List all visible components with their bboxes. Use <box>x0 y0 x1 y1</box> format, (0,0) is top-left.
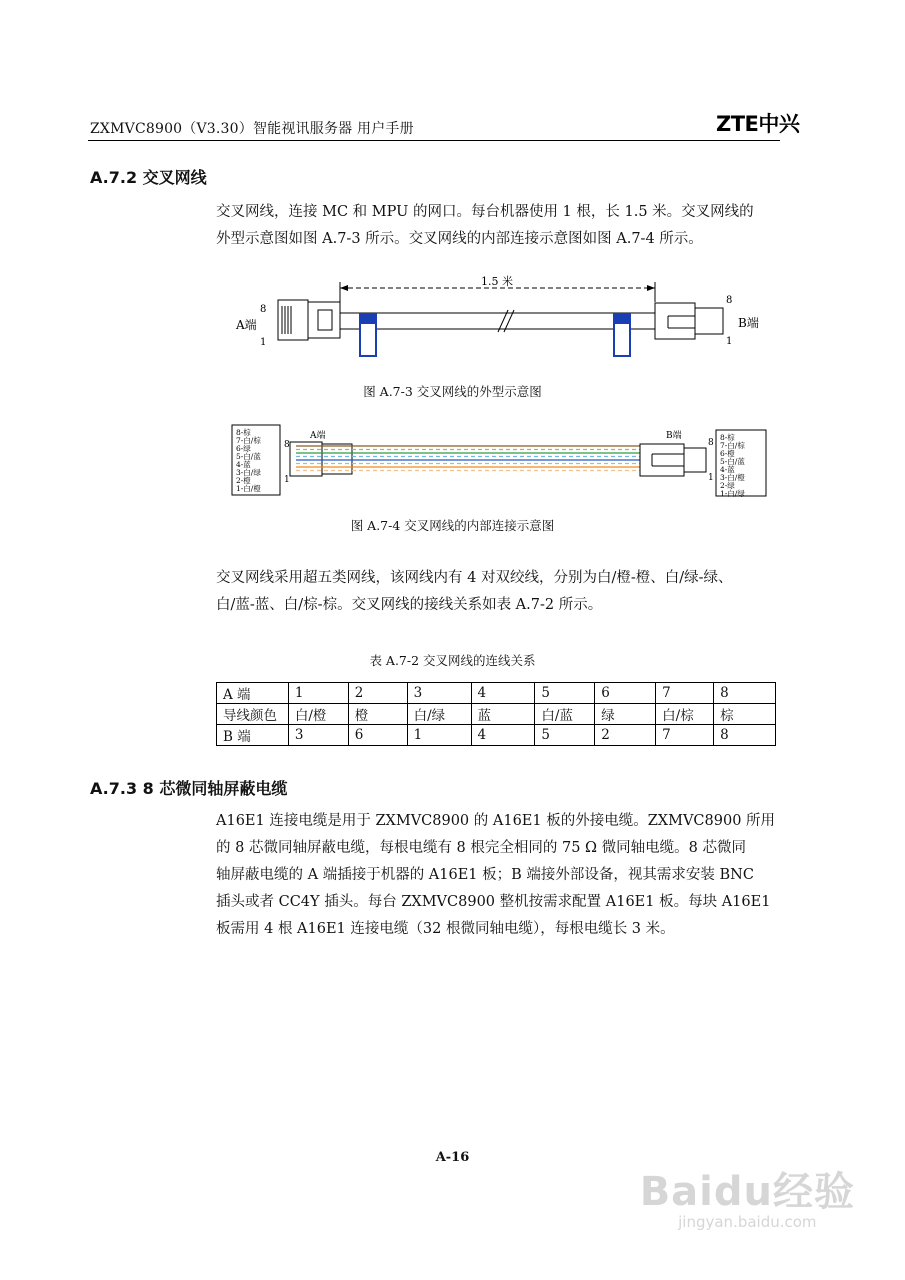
legend-b-item: 5-白/蓝 <box>720 457 745 466</box>
paragraph-wiring <box>216 565 776 619</box>
table-cell: 白/蓝 <box>535 704 595 725</box>
section-heading-a72: A.7.2 交叉网线 <box>90 168 207 187</box>
legend-a-item: 5-白/蓝 <box>236 452 261 461</box>
table-cell: 8 <box>714 683 776 704</box>
legend-a-item: 7-白/棕 <box>236 436 261 445</box>
end-a-label: A端 <box>236 318 257 332</box>
pin-label-top: 8 <box>260 304 267 315</box>
pin-label-bottom-b: 1 <box>708 473 714 483</box>
paragraph-line: 交叉网线采用超五类网线，该网线内有 4 对双绞线，分别为白/橙-橙、白/绿-绿、 <box>216 570 733 586</box>
paragraph-line: A16E1 连接电缆是用于 ZXMVC8900 的 A16E1 板的外接电缆。ZXMVC8900 所用 <box>216 813 776 829</box>
table-cell: 7 <box>656 725 714 746</box>
legend-a-item: 8-棕 <box>236 428 251 437</box>
pin-label-bottom-b: 1 <box>726 336 733 347</box>
legend-b-item: 4-蓝 <box>720 465 735 474</box>
table-cell: 导线颜色 <box>217 704 289 725</box>
table-cell: 白/橙 <box>288 704 348 725</box>
end-a-label: A端 <box>310 431 326 441</box>
legend-b-item: 3-白/橙 <box>720 473 745 482</box>
end-b-label: B端 <box>738 316 759 330</box>
legend-a-item: 1-白/橙 <box>236 484 261 493</box>
header-divider <box>88 140 780 141</box>
document-header-title: ZXMVC8900（V3.30）智能视讯服务器 用户手册 <box>90 121 414 137</box>
table-cell: B 端 <box>217 725 289 746</box>
table-cell: 5 <box>535 683 595 704</box>
table-caption: 表 A.7-2 交叉网线的连线关系 <box>369 653 536 668</box>
pin-label-top-b: 8 <box>726 295 733 306</box>
legend-b-item: 1-白/绿 <box>720 489 745 498</box>
table-row <box>217 683 776 704</box>
paragraph-line: 轴屏蔽电缆的 A 端插接于机器的 A16E1 板；B 端接外部设备，视其需求安装 BNC <box>216 867 754 883</box>
pin-label-bottom: 1 <box>260 337 267 348</box>
watermark-logo: Baidu经验 <box>639 1169 855 1215</box>
pin-label-bottom: 1 <box>284 475 290 485</box>
table-cell: 棕 <box>714 704 776 725</box>
cable-body <box>340 313 655 329</box>
table-cell: 6 <box>595 683 656 704</box>
table-cell: A 端 <box>217 683 289 704</box>
pin-label-top-b: 8 <box>708 438 714 448</box>
zte-logo: ZTE中兴 <box>716 112 800 136</box>
baidu-watermark <box>640 1160 855 1231</box>
page-number: A-16 <box>435 1150 470 1165</box>
table-cell: 3 <box>407 683 471 704</box>
table-cell: 橙 <box>348 704 407 725</box>
table-cell: 3 <box>288 725 348 746</box>
legend-b-item: 8-棕 <box>720 433 735 442</box>
table-cell: 2 <box>348 683 407 704</box>
legend-b-item: 7-白/棕 <box>720 441 745 450</box>
paragraph-line: 插头或者 CC4Y 插头。每台 ZXMVC8900 整机按需求配置 A16E1 板。每块 A16E1 <box>216 894 771 910</box>
table-cell: 4 <box>471 683 535 704</box>
figure-cable-internal <box>230 424 770 499</box>
table-cell: 8 <box>714 725 776 746</box>
arrow-right-icon <box>647 285 655 291</box>
connector-b-boot <box>655 303 695 339</box>
table-cell: 白/棕 <box>656 704 714 725</box>
figure-caption-a73: 图 A.7-3 交叉网线的外型示意图 <box>363 384 542 399</box>
connector-a-boot <box>322 444 352 474</box>
table-cell: 6 <box>348 725 407 746</box>
table-cell: 1 <box>288 683 348 704</box>
paragraph-line: 白/蓝-蓝、白/棕-棕。交叉网线的接线关系如表 A.7-2 所示。 <box>216 597 603 613</box>
arrow-left-icon <box>340 285 348 291</box>
paragraph-intro <box>216 199 776 253</box>
table-cell: 5 <box>535 725 595 746</box>
table-cell: 7 <box>656 683 714 704</box>
paragraph-coax <box>216 808 776 943</box>
figure-caption-a74: 图 A.7-4 交叉网线的内部连接示意图 <box>350 518 555 533</box>
table-cell: 白/绿 <box>407 704 471 725</box>
table-row <box>217 704 776 725</box>
connection-table <box>216 682 776 746</box>
table-cell: 绿 <box>595 704 656 725</box>
end-b-label: B端 <box>666 431 682 441</box>
table-cell: 蓝 <box>471 704 535 725</box>
legend-b-item: 6-橙 <box>720 449 735 458</box>
paragraph-line: 板需用 4 根 A16E1 连接电缆（32 根微同轴电缆），每根电缆长 3 米。 <box>216 921 675 937</box>
paragraph-line: 外型示意图如图 A.7-3 所示。交叉网线的内部连接示意图如图 A.7-4 所示。 <box>216 231 703 247</box>
legend-a-item: 4-蓝 <box>236 460 251 469</box>
table-cell: 1 <box>407 725 471 746</box>
connector-b-plug <box>695 308 723 334</box>
legend-a-item: 2-橙 <box>236 476 251 485</box>
section-heading-a73: A.7.3 8 芯微同轴屏蔽电缆 <box>90 779 288 798</box>
legend-a-item: 6-绿 <box>236 444 251 453</box>
table-row <box>217 725 776 746</box>
connector-b-plug <box>684 448 706 472</box>
paragraph-line: 交叉网线，连接 MC 和 MPU 的网口。每台机器使用 1 根，长 1.5 米。交叉网线的 <box>216 204 754 220</box>
table-cell: 4 <box>471 725 535 746</box>
length-label: 1.5 米 <box>481 275 513 288</box>
connector-b-boot <box>640 444 684 476</box>
paragraph-line: 的 8 芯微同轴屏蔽电缆，每根电缆有 8 根完全相同的 75 Ω 微同轴电缆。8 芯微同 <box>216 840 747 856</box>
figure-cable-exterior <box>230 270 770 365</box>
watermark-url: jingyan.baidu.com <box>678 1213 817 1231</box>
table-cell: 2 <box>595 725 656 746</box>
legend-b-item: 2-绿 <box>720 481 735 490</box>
pin-label-top: 8 <box>284 440 290 450</box>
legend-a-item: 3-白/绿 <box>236 468 261 477</box>
